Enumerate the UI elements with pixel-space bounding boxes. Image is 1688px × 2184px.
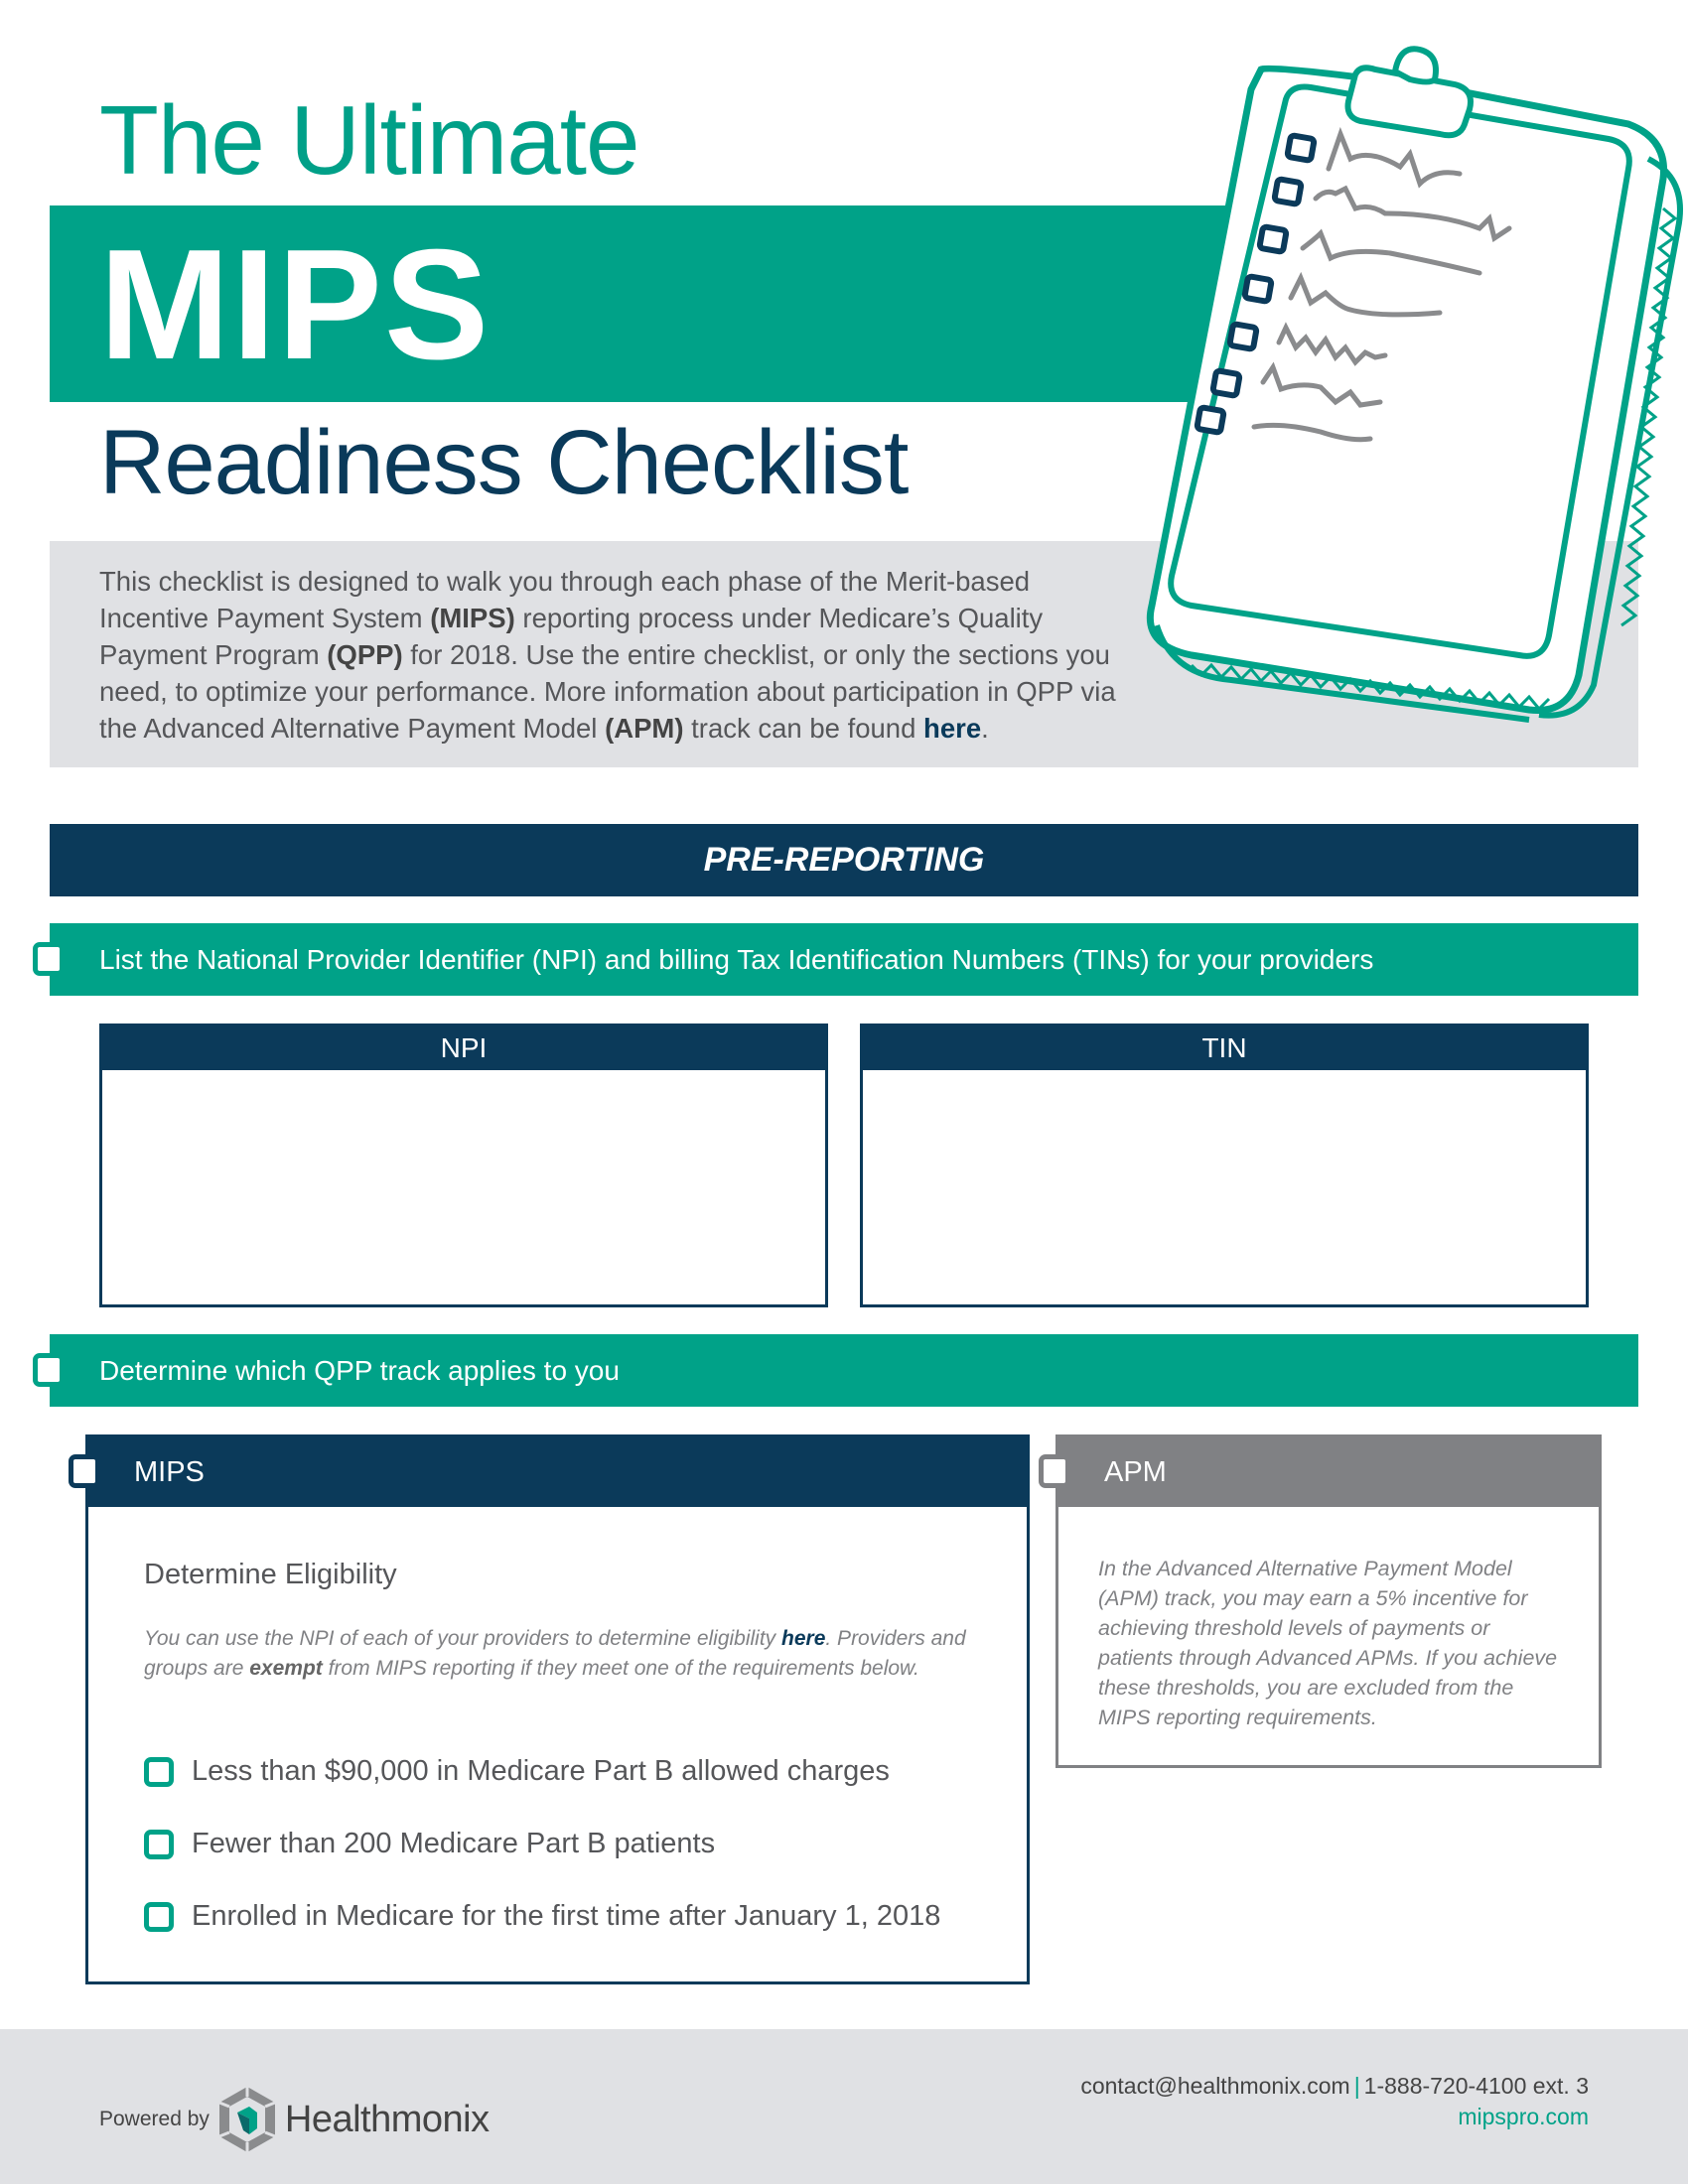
- contact-line: [1080, 2073, 1589, 2100]
- intro-text-3: for 2018. Use the entire checklist, or only the sections you need, to optimize your performance. More information about participation in QPP via the Advanced Alternative Payment Model: [99, 639, 1116, 744]
- task-2-checkbox[interactable]: [33, 1353, 65, 1387]
- determine-eligibility-title: Determine Eligibility: [144, 1559, 397, 1590]
- title-mips: MIPS: [99, 217, 492, 392]
- apm-description: In the Advanced Alternative Payment Model (APM) track, you may earn a 5% incentive for achieving threshold levels of payments or patients through Advanced APMs. If you achieve these thresholds, you are excluded from the MIPS reporting requirements.: [1098, 1557, 1558, 1729]
- footer: [0, 2029, 1688, 2184]
- task-determine-track: [50, 1334, 1638, 1407]
- elig-text-1: You can use the NPI of each of your providers to determine eligibility: [144, 1627, 782, 1650]
- powered-by-label: Powered by: [99, 2108, 210, 2130]
- eligibility-link[interactable]: here: [781, 1627, 826, 1650]
- healthmonix-brand: Healthmonix: [284, 2098, 490, 2140]
- contact-info: [1080, 2073, 1589, 2130]
- requirement-1-label: Less than $90,000 in Medicare Part B allowed charges: [192, 1755, 890, 1787]
- mips-track-checkbox[interactable]: [69, 1454, 100, 1488]
- intro-paragraph: [99, 563, 1142, 747]
- npi-box: [99, 1024, 828, 1307]
- pre-reporting-section-header: [50, 824, 1638, 896]
- contact-separator: |: [1353, 2073, 1360, 2099]
- mips-track-box: [85, 1434, 1030, 1984]
- powered-by: [99, 2085, 490, 2154]
- intro-bold-qpp: (QPP): [327, 639, 403, 670]
- intro-text-2: reporting process under Medicare’s Quality Payment Program: [99, 603, 1044, 670]
- healthmonix-logo-icon: [215, 2085, 279, 2154]
- requirements-list: [144, 1753, 940, 1971]
- elig-text-3: from MIPS reporting if they meet one of the requirements below.: [322, 1657, 919, 1680]
- title-the-ultimate: The Ultimate: [99, 85, 639, 195]
- requirement-3-checkbox[interactable]: [144, 1902, 174, 1932]
- task-2-label: Determine which QPP track applies to you: [99, 1354, 620, 1386]
- requirement-item: [144, 1898, 940, 1971]
- mips-track-label: MIPS: [134, 1455, 205, 1488]
- task-1-label: List the National Provider Identifier (NPI) and billing Tax Identification Numbers (TINs) for your providers: [99, 943, 1374, 975]
- task-list-npi-tin: [50, 923, 1638, 996]
- mips-track-header: [88, 1437, 1027, 1507]
- elig-bold-exempt: exempt: [249, 1657, 323, 1680]
- requirement-item: [144, 1826, 940, 1898]
- task-1-checkbox[interactable]: [33, 942, 65, 976]
- apm-track-checkbox[interactable]: [1039, 1454, 1070, 1488]
- tin-input-area[interactable]: [863, 1070, 1586, 1304]
- eligibility-description: [144, 1624, 968, 1684]
- tin-header: TIN: [863, 1026, 1586, 1070]
- npi-input-area[interactable]: [102, 1070, 825, 1304]
- intro-text-1: This checklist is designed to walk you through each phase of the Merit-based Incentive Payment System: [99, 566, 1031, 633]
- website-link[interactable]: mipspro.com: [1458, 2104, 1589, 2129]
- requirement-2-label: Fewer than 200 Medicare Part B patients: [192, 1828, 716, 1859]
- title-readiness-checklist: Readiness Checklist: [99, 412, 909, 513]
- contact-email[interactable]: contact@healthmonix.com: [1080, 2073, 1350, 2099]
- tin-box: [860, 1024, 1589, 1307]
- apm-track-label: APM: [1104, 1455, 1167, 1488]
- apm-track-box: [1055, 1434, 1602, 1768]
- requirement-2-checkbox[interactable]: [144, 1830, 174, 1859]
- intro-text-4: track can be found: [683, 713, 924, 744]
- requirement-3-label: Enrolled in Medicare for the first time after January 1, 2018: [192, 1900, 941, 1932]
- requirement-1-checkbox[interactable]: [144, 1757, 174, 1787]
- elig-text-2: . Providers and groups are: [144, 1627, 966, 1680]
- intro-text-end: .: [981, 713, 989, 744]
- apm-info-link[interactable]: here: [923, 713, 982, 744]
- apm-track-header: [1058, 1437, 1599, 1507]
- requirement-item: [144, 1753, 940, 1826]
- clipboard-icon: [1112, 30, 1688, 725]
- npi-header: NPI: [102, 1026, 825, 1070]
- contact-phone[interactable]: 1-888-720-4100 ext. 3: [1363, 2073, 1589, 2099]
- intro-bold-apm: (APM): [605, 713, 684, 744]
- section-title: PRE-REPORTING: [703, 841, 985, 879]
- intro-bold-mips: (MIPS): [430, 603, 515, 633]
